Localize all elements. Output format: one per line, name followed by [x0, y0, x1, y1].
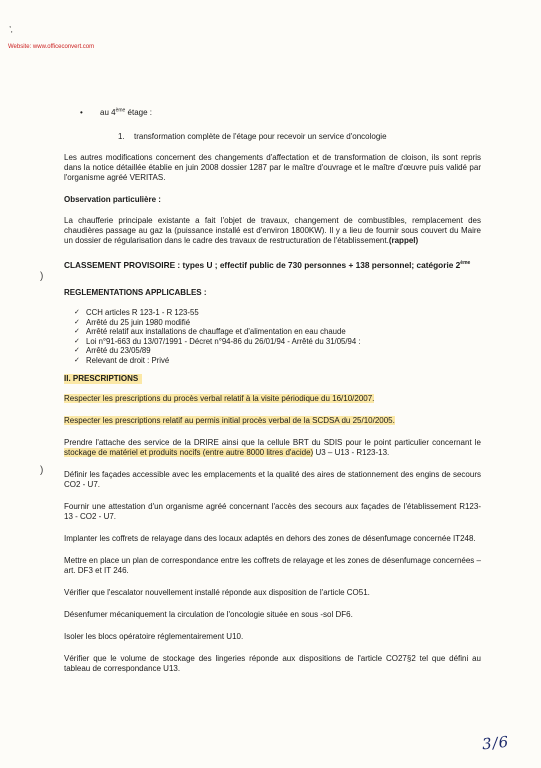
list-item: [74, 318, 481, 328]
scan-speck: ': [11, 30, 13, 39]
floor-label: au 4: [100, 108, 116, 117]
prescription-2-text: Respecter les prescriptions relatif au permis initial procès verbal de la SCDSA du 25/10/2005.: [64, 416, 395, 425]
list-item-text: Arrêté du 23/05/89: [86, 346, 151, 355]
observation-title: Observation particulière :: [64, 195, 161, 204]
list-item: [74, 356, 481, 366]
prescription-7: Mettre en place un plan de correspondance entre les coffrets de relayage et les zones de désenfumage concernées – art. DF3 et IT 246.: [64, 556, 481, 575]
checkmark-icon: ✓: [74, 356, 80, 364]
prescription-6: Implanter les coffrets de relayage dans des locaux adaptés en dehors des zones de désenfumage concernée IT248.: [64, 534, 476, 543]
floor-item-number: 1.: [118, 132, 125, 141]
prescription-3-highlight: stockage de matériel et produits nocifs (entre autre 8000 litres d'acide): [64, 448, 314, 457]
list-item: [74, 327, 481, 337]
prescription-10: Isoler les blocs opératoire réglementairement U10.: [64, 632, 244, 641]
list-item-text: Loi n°91-663 du 13/07/1991 - Décret n°94-86 du 26/01/94 - Arrêté du 31/05/94 :: [86, 336, 361, 346]
list-item-text: Arrêté du 25 juin 1980 modifié: [86, 317, 191, 327]
classement-text: CLASSEMENT PROVISOIRE : types U ; effectif public de 730 personnes + 138 personnel; catégorie 2: [64, 260, 461, 270]
checkmark-icon: ✓: [74, 347, 80, 354]
scan-speck: ,: [9, 20, 12, 29]
reglementations-title: REGLEMENTATIONS APPLICABLES :: [64, 288, 207, 297]
floor-label-suffix: étage :: [125, 108, 152, 117]
checkmark-icon: ✓: [74, 318, 80, 326]
checkmark-icon: ✓: [74, 309, 80, 316]
floor-heading: [64, 108, 481, 118]
website-watermark: Website: www.officeconvert.com: [8, 44, 95, 50]
page-number-handwritten: 3/6: [481, 732, 511, 754]
prescription-3-text-a: Prendre l'attache des service de la DRIRE ainsi que la cellule BRT du SDIS pour le point particulier concernant le: [64, 438, 481, 447]
prescription-9: Désenfumer mécaniquement la circulation de l'oncologie située en sous -sol DF6.: [64, 610, 353, 619]
prescription-1-text: Respecter les prescriptions du procès verbal relatif à la visite périodique du 16/10/2007.: [64, 394, 375, 403]
list-item-text: CCH articles R 123-1 - R 123-55: [86, 308, 199, 317]
observation-rappel: (rappel): [388, 236, 419, 245]
reglementations-list: [64, 308, 481, 365]
observation-paragraph: [64, 216, 481, 246]
checkmark-icon: ✓: [74, 328, 80, 335]
classement-sup: ème: [460, 260, 471, 267]
prescriptions-title: [64, 374, 481, 384]
document-body: [64, 108, 481, 674]
prescription-2: [64, 416, 481, 426]
list-item-text: Arrêté relatif aux installations de chauffage et d'alimentation en eau chaude: [86, 327, 346, 336]
checkmark-icon: ✓: [74, 337, 80, 345]
floor-label-sup: ème: [115, 107, 126, 114]
list-item-text: Relevant de droit : Privé: [86, 355, 170, 365]
list-item: [74, 308, 481, 318]
margin-bracket: ): [40, 465, 44, 476]
prescription-5: Fournir une attestation d'un organisme agréé concernant l'accès des secours aux façades de l'établissement R123-13 - CO2 - U7.: [64, 502, 481, 521]
prescriptions-title-text: II. PRESCRIPTIONS: [64, 374, 142, 384]
classement-heading: [64, 260, 481, 271]
bullet-dot: •: [80, 108, 83, 117]
prescription-8: Vérifier que l'escalator nouvellement installé réponde aux disposition de l'article CO51.: [64, 588, 370, 597]
prescription-4: Définir les façades accessible avec les emplacements et la qualité des aires de stationnement des engins de secours CO2 - U7.: [64, 470, 481, 489]
prescription-3: [64, 438, 481, 458]
floor-item: [64, 132, 481, 142]
modifications-paragraph: Les autres modifications concernent des changements d'affectation et de transformation de cloison, ils sont repris dans la notice détaillée établie en juin 2008 dossier 1287 par le maître d'ouvrage et le maître d'œuvre puis validé par l'organisme agréé VERITAS.: [64, 153, 481, 182]
prescription-1: [64, 394, 481, 404]
list-item: [74, 346, 481, 356]
prescription-3-text-b: U3 – U13 - R123-13.: [313, 448, 390, 457]
margin-bracket: ): [40, 271, 44, 282]
observation-text: La chaufferie principale existante a fait l'objet de travaux, changement de combustibles, remplacement des chaudières passage au gaz la (puissance installé est d'environ 1800KW). Il y a lieu de fournir sous couvert du Maire un dossier de régularisation dans le cadre des travaux de restructuration de l'établissement.: [64, 216, 481, 245]
prescription-11: Vérifier que le volume de stockage des lingeries réponde aux dispositions de l'article CO27§2 tel que défini au tableau de correspondance U13.: [64, 654, 481, 673]
floor-item-text: transformation complète de l'étage pour recevoir un service d'oncologie: [134, 132, 387, 141]
list-item: [74, 337, 481, 347]
